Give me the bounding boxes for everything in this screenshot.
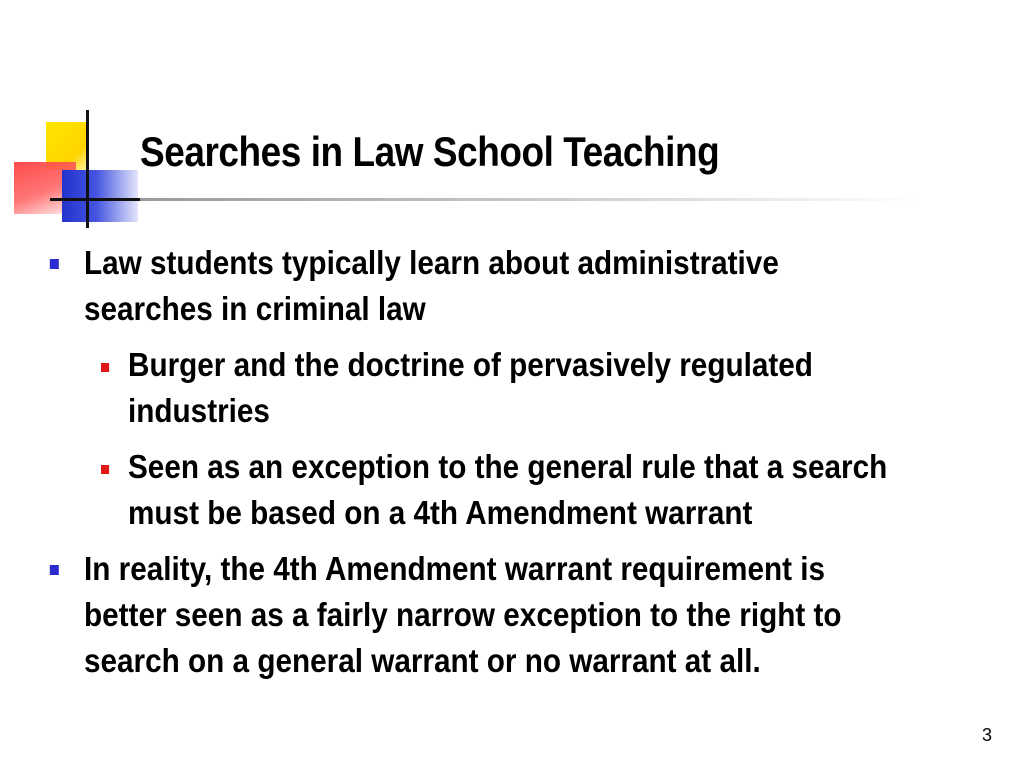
- square-bullet-icon: [101, 465, 109, 474]
- page-number: 3: [981, 725, 992, 745]
- bullet-text-line: searches in criminal law: [84, 290, 426, 327]
- bullet-text-line: Law students typically learn about administrative: [84, 244, 779, 281]
- square-bullet-icon: [50, 259, 59, 269]
- slide-body: [0, 240, 1024, 684]
- bullet-text-line: In reality, the 4th Amendment warrant requirement is: [84, 550, 826, 587]
- bullet-text-line: Seen as an exception to the general rule that a search: [128, 448, 888, 485]
- decorative-squares-logo: [0, 100, 150, 240]
- square-bullet-icon: [50, 565, 59, 575]
- slide-title: Searches in Law School Teaching: [140, 128, 720, 175]
- square-bullet-icon: [101, 363, 109, 372]
- bullet-item: [84, 546, 894, 684]
- bullet-text-line: must be based on a 4th Amendment warrant: [128, 494, 753, 531]
- logo-vertical-line: [86, 110, 89, 228]
- bullet-text-line: better seen as a fairly narrow exception to the right to: [84, 596, 842, 633]
- title-underline: [140, 198, 920, 201]
- bullet-text-line: Burger and the doctrine of pervasively regulated: [128, 346, 813, 383]
- logo-horizontal-line: [50, 198, 140, 201]
- bullet-text-line: industries: [128, 392, 270, 429]
- bullet-item: [84, 240, 894, 332]
- sub-bullet-item: [128, 444, 938, 536]
- bullet-text-line: search on a general warrant or no warrant at all.: [84, 642, 761, 679]
- blue-square-shape: [62, 170, 138, 222]
- sub-bullet-item: [128, 342, 938, 434]
